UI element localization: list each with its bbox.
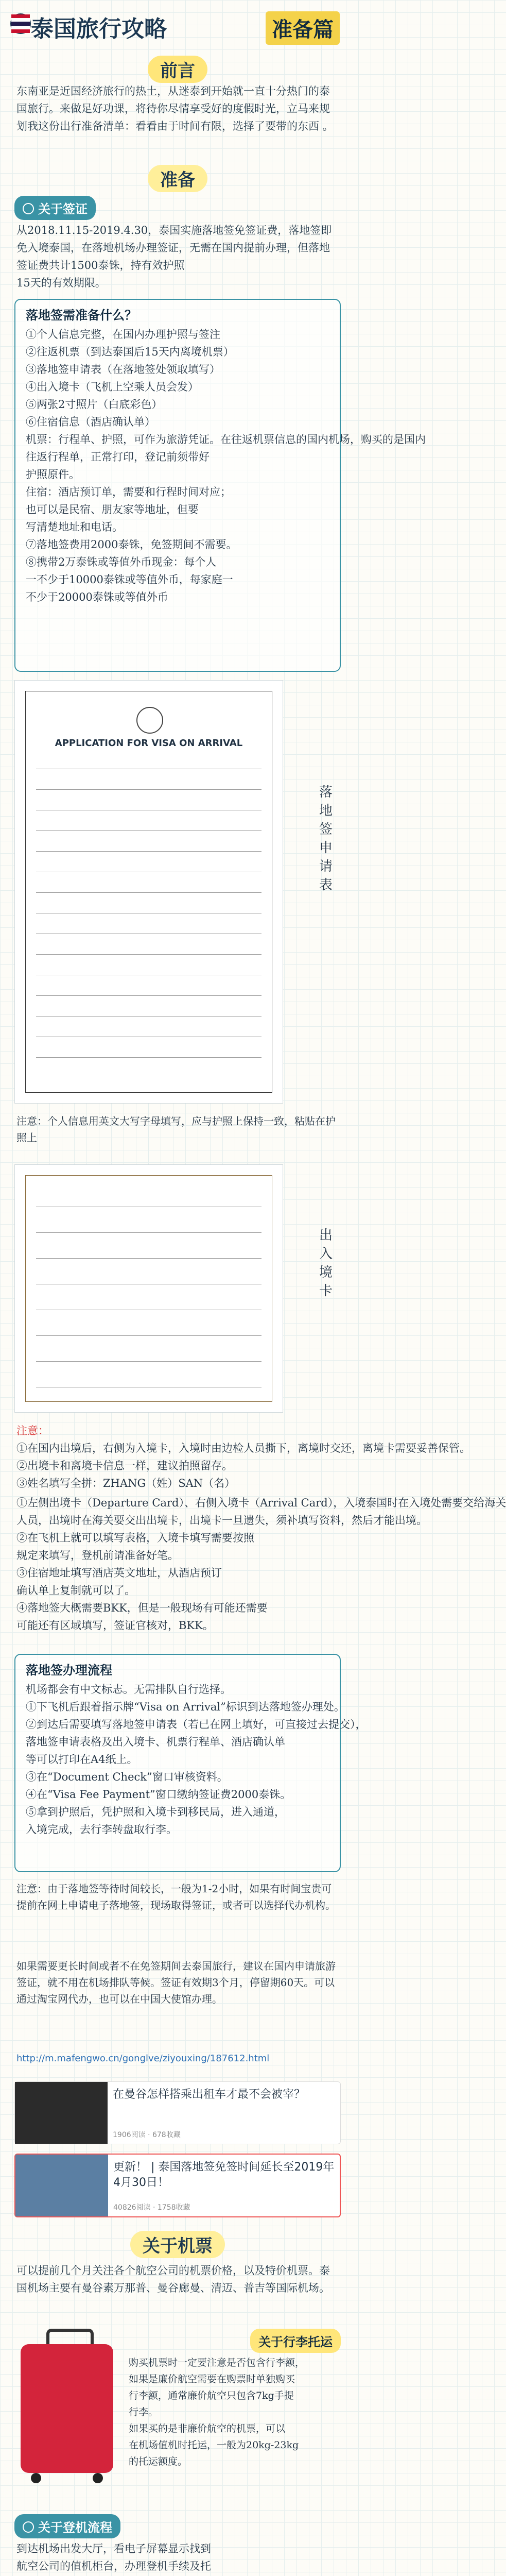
list-item: 购买机票时一定要注意是否包含行李额， <box>129 2357 305 2368</box>
list-item: ①左侧出境卡（Departure Card）、右侧入境卡（Arrival Card），入境泰国时在入境处需要交给海关 <box>16 1497 506 1509</box>
baggage-list <box>129 2354 341 2470</box>
article-meta: 1906阅读 · 678收藏 <box>113 2131 181 2139</box>
thai-flag-icon <box>10 13 31 34</box>
list-item: 航空公司的值机柜台，办理登机手续及托 <box>16 2560 211 2572</box>
visa-application-form <box>14 680 283 1104</box>
list-item: ⑦落地签费用2000泰铢，免签期间不需要。 <box>26 538 237 551</box>
baggage-tag: 关于行李托运 <box>250 2329 341 2353</box>
list-item: 在机场值机时托运，一般为20kg-23kg <box>129 2439 299 2451</box>
form-title: APPLICATION FOR VISA ON ARRIVAL <box>55 738 243 749</box>
list-item: 也可以是民宿、朋友家等地址，但要 <box>26 503 199 516</box>
list-item: 人员，出境时在海关要交出出境卡，出境卡一旦遗失，须补填写资料，然后才能出境。 <box>16 1514 427 1527</box>
list-item: 规定来填写，登机前请准备好笔。 <box>16 1549 179 1562</box>
list-item: ⑥住宿信息（酒店确认单） <box>26 416 155 428</box>
article-title: 更新！ | 泰国落地签免签时间延长至2019年4月30日！ <box>113 2161 335 2189</box>
list-item: 住宿：酒店预订单，需要和行程时间对应； <box>26 486 231 498</box>
list-item: 往返行程单，正常打印，登记前须带好 <box>26 451 210 463</box>
visa-text <box>16 222 339 292</box>
checkin-tag-label: 关于登机流程 <box>38 2520 112 2535</box>
list-item: 如果是廉价航空需要在购票时单独购买 <box>129 2374 295 2385</box>
visa-text-line: 从2018.11.15-2019.4.30，泰国实施落地签免签证费，落地签即免入境泰国，在落地机场办理签证，无需在国内提前办理，但落地签证费共计1500泰铢，持有效护照 <box>16 224 332 272</box>
header <box>0 0 355 49</box>
list-item: ④在“Visa Fee Payment”窗口缴纳签证费2000泰铢。 <box>26 1788 291 1801</box>
list-item: 行李。 <box>129 2406 159 2418</box>
list-item: ③住宿地址填写酒店英文地址，从酒店预订 <box>16 1567 222 1579</box>
recommend-text: 如果需要更长时间或者不在免签期间去泰国旅行，建议在国内申请旅游签证，就不用在机场排队等候。签证有效期3个月，停留期60天。可以通过淘宝网代办，也可以在中国大使馆办理。 <box>16 1960 336 2005</box>
article-title: 在曼谷怎样搭乘出租车才最不会被宰？ <box>113 2088 306 2101</box>
visa-requirements-card <box>14 299 426 672</box>
preface-text: 东南亚是近国经济旅行的热土，从迷泰到开始就一直十分热门的泰国旅行。来做足好功课，将待你尽情享受好的度假时光，立马来规划我这份出行准备清单：看看由于时间有限，选择了要带的东西 。 <box>16 85 334 132</box>
list-item: ⑤两张2寸照片（白底彩色） <box>26 398 163 411</box>
procedure-title: 落地签办理流程 <box>26 1663 112 1677</box>
prep-heading: 准备 <box>148 165 207 192</box>
ticket-intro: 可以提前几个月关注各个航空公司的机票价格，以及特价机票。泰国机场主要有曼谷素万那普、曼谷廊曼、清迈、普吉等国际机场。 <box>16 2264 330 2294</box>
list-item: ②在飞机上就可以填写表格，入境卡填写需要按照 <box>16 1532 254 1544</box>
list-item: 确认单上复制就可以了。 <box>16 1584 135 1597</box>
list-item: 可能还有区域填写，签证官核对，BKK。 <box>16 1619 214 1632</box>
list-item: 行李额，通常廉价航空只包含7kg手提 <box>129 2390 294 2401</box>
list-item: 到达机场出发大厅，看电子屏幕显示找到 <box>16 2543 211 2555</box>
visa-tag-label: 关于签证 <box>38 202 88 216</box>
list-item: ④出入境卡（飞机上空乘人员会发） <box>26 381 199 393</box>
taxi-thumbnail <box>15 2082 108 2144</box>
list-item: ⑧携带2万泰铢或等值外币现金：每个人 <box>26 556 217 568</box>
arrival-card-image <box>14 1164 283 1413</box>
page-title: 泰国旅行攻略 <box>31 16 167 42</box>
list-item: 的托运额度。 <box>129 2456 188 2467</box>
list-item: ③姓名填写全拼：ZHANG（姓）SAN（名） <box>16 1477 236 1489</box>
list-item: ②往返机票（到达泰国后15天内离境机票） <box>26 346 234 358</box>
procedure-list <box>26 1681 367 1838</box>
procedure-card <box>14 1654 367 1872</box>
list-item: 不少于20000泰铢或等值外币 <box>26 591 168 603</box>
list-item: ①下飞机后跟着指示牌“Visa on Arrival”标识到达落地签办理处。 <box>26 1701 345 1713</box>
visa-icon <box>23 203 34 214</box>
list-item: 机场都会有中文标志。无需排队自行选择。 <box>26 1683 231 1696</box>
note-title: 注意： <box>16 1425 49 1437</box>
article-card-visa[interactable] <box>14 2154 341 2217</box>
list-item: 等可以打印在A4纸上。 <box>26 1753 138 1766</box>
list-item: 如果买的是非廉价航空的机票，可以 <box>129 2423 286 2434</box>
arrival-notes-list <box>16 1494 506 1634</box>
list-item: ③在“Document Check”窗口审核资料。 <box>26 1771 228 1783</box>
visa-form-side-label: 落地签申请表 <box>319 785 333 893</box>
visa-tag <box>14 196 96 220</box>
plane-icon <box>23 2521 34 2533</box>
list-item: 机票：行程单、护照，可作为旅游凭证。在往返机票信息的国内机场，购买的是国内 <box>26 433 426 446</box>
visa-requirements-list <box>26 326 426 606</box>
visa-thumbnail <box>15 2155 108 2216</box>
thai-seal-icon <box>136 707 163 734</box>
list-item: 一不少于10000泰铢或等值外币，每家庭一 <box>26 573 233 586</box>
list-item: ⑤拿到护照后，凭护照和入境卡到移民局，进入通道， <box>26 1806 285 1818</box>
tips-note: 注意：由于落地签等待时间较长，一般为1-2小时，如果有时间宝贵可提前在网上申请电子落地签，现场取得签证，或者可以选择代办机构。 <box>16 1883 336 1911</box>
preface-heading: 前言 <box>148 56 207 83</box>
list-item: ②出境卡和离境卡信息一样，建议拍照留存。 <box>16 1460 233 1472</box>
checkin-list <box>16 2540 339 2576</box>
recommend-link[interactable]: http://m.mafengwo.cn/gonglve/ziyouxing/187612.html <box>16 2053 270 2064</box>
article-meta: 40826阅读 · 1758收藏 <box>113 2204 190 2212</box>
ticket-heading: 关于机票 <box>130 2231 225 2258</box>
arrival-card-side-label: 出入境卡 <box>319 1228 333 1299</box>
list-item: ②到达后需要填写落地签申请表（若已在网上填好，可直接过去提交）， <box>26 1718 367 1731</box>
list-item: 落地签申请表格及出入境卡、机票行程单、酒店确认单 <box>26 1736 285 1748</box>
visa-text-line: 15天的有效期限。 <box>16 277 106 289</box>
list-item: ③落地签申请表（在落地签处领取填写） <box>26 363 220 376</box>
list-item: 入境完成，去行李转盘取行李。 <box>26 1823 177 1836</box>
visa-card-title: 落地签需准备什么？ <box>26 308 137 323</box>
list-item: ①个人信息完整，在国内办理护照与签注 <box>26 328 220 341</box>
list-item: ④落地签大概需要BKK，但是一般现场有可能还需要 <box>16 1602 268 1614</box>
luggage-image <box>15 2329 118 2483</box>
list-item: 写清楚地址和电话。 <box>26 521 123 533</box>
article-card-taxi[interactable] <box>14 2081 341 2144</box>
list-item: ①在国内出境后，右侧为入境卡，入境时由边检人员撕下，离境时交还，离境卡需要妥善保管。 <box>16 1442 470 1454</box>
list-item: 护照原件。 <box>26 468 80 481</box>
badge-prep: 准备篇 <box>266 11 340 45</box>
visa-form-caption: 注意：个人信息用英文大写字母填写，应与护照上保持一致，粘贴在护照上 <box>16 1115 336 1144</box>
arrival-card-notes <box>16 1422 470 1492</box>
checkin-tag <box>14 2514 120 2538</box>
